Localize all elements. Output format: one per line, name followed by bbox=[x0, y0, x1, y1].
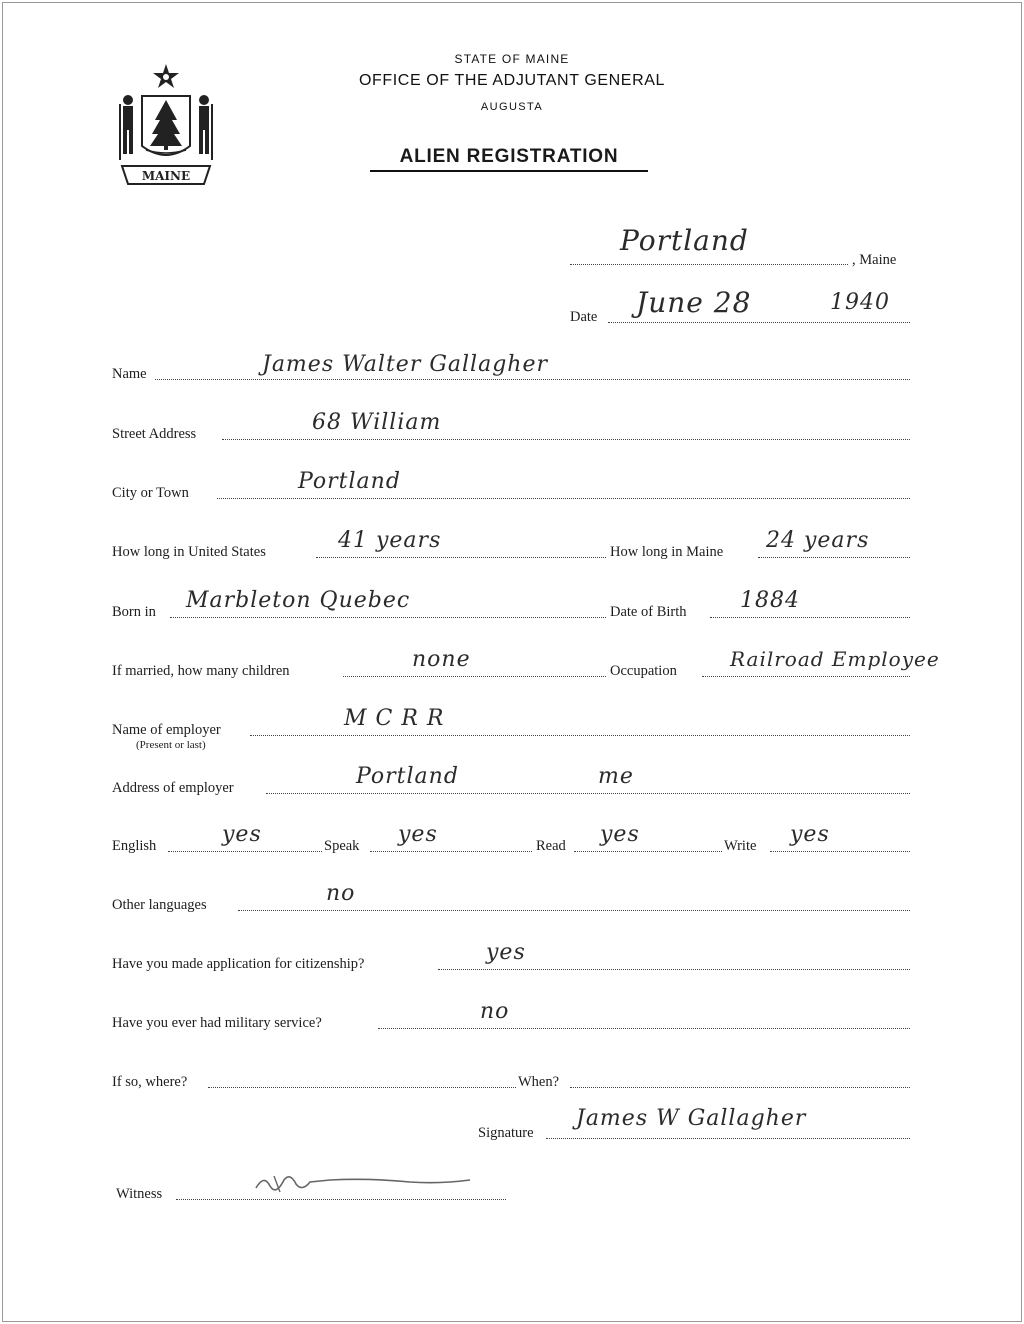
read-value[interactable]: yes bbox=[600, 822, 640, 847]
street-address-value[interactable]: 68 William bbox=[312, 410, 442, 435]
how-long-maine-value[interactable]: 24 years bbox=[766, 528, 870, 553]
when-label: When? bbox=[518, 1074, 560, 1090]
other-languages-line bbox=[238, 910, 910, 911]
employer-address-line bbox=[266, 793, 910, 794]
place-value[interactable]: Portland bbox=[620, 224, 749, 257]
occupation-value[interactable]: Railroad Employee bbox=[730, 647, 940, 671]
employer-address-state[interactable]: me bbox=[598, 764, 634, 789]
children-label: If married, how many children bbox=[112, 663, 290, 679]
signature-label: Signature bbox=[478, 1125, 534, 1141]
city-label: City or Town bbox=[112, 485, 189, 501]
occupation-line bbox=[702, 676, 910, 677]
speak-value[interactable]: yes bbox=[398, 822, 438, 847]
date-of-birth-label: Date of Birth bbox=[610, 604, 687, 620]
military-label: Have you ever had military service? bbox=[112, 1015, 322, 1031]
write-value[interactable]: yes bbox=[790, 822, 830, 847]
english-label: English bbox=[112, 838, 157, 854]
children-line bbox=[343, 676, 606, 677]
write-label: Write bbox=[724, 838, 757, 854]
read-line bbox=[574, 851, 722, 852]
read-label: Read bbox=[536, 838, 566, 854]
where-line bbox=[208, 1087, 516, 1088]
how-long-maine-label: How long in Maine bbox=[610, 544, 724, 560]
street-address-label: Street Address bbox=[112, 426, 197, 442]
employer-name-label: Name of employer bbox=[112, 722, 221, 738]
place-line bbox=[570, 264, 848, 265]
witness-initials-scribble[interactable] bbox=[250, 1168, 480, 1198]
born-in-value[interactable]: Marbleton Quebec bbox=[186, 588, 411, 613]
how-long-maine-line bbox=[758, 557, 910, 558]
street-address-line bbox=[222, 439, 910, 440]
employer-name-line bbox=[250, 735, 910, 736]
signature-value[interactable]: James W Gallagher bbox=[576, 1106, 807, 1131]
english-value[interactable]: yes bbox=[222, 822, 262, 847]
military-value[interactable]: no bbox=[480, 999, 510, 1024]
header-city: AUGUSTA bbox=[480, 101, 544, 113]
where-label: If so, where? bbox=[112, 1074, 188, 1090]
how-long-us-line bbox=[316, 557, 606, 558]
write-line bbox=[770, 851, 910, 852]
citizenship-label: Have you made application for citizenship? bbox=[112, 956, 365, 972]
seal-text: MAINE bbox=[141, 169, 191, 183]
city-line bbox=[217, 498, 910, 499]
date-year[interactable]: 1940 bbox=[830, 290, 890, 315]
occupation-label: Occupation bbox=[610, 663, 677, 679]
children-value[interactable]: none bbox=[412, 647, 471, 672]
how-long-us-value[interactable]: 41 years bbox=[338, 528, 442, 553]
witness-label: Witness bbox=[116, 1186, 163, 1202]
employer-address-label: Address of employer bbox=[112, 780, 234, 796]
header-state: STATE OF MAINE bbox=[454, 52, 570, 66]
date-of-birth-line bbox=[710, 617, 910, 618]
signature-line bbox=[546, 1138, 910, 1139]
name-label: Name bbox=[112, 366, 147, 382]
born-in-label: Born in bbox=[112, 604, 156, 620]
other-languages-value[interactable]: no bbox=[326, 881, 356, 906]
employer-address-value[interactable]: Portland bbox=[356, 764, 459, 789]
employer-name-value[interactable]: M C R R bbox=[344, 706, 445, 731]
when-line bbox=[570, 1087, 910, 1088]
born-in-line bbox=[170, 617, 606, 618]
name-value[interactable]: James Walter Gallagher bbox=[262, 352, 548, 377]
form-title: ALIEN REGISTRATION bbox=[370, 146, 648, 172]
english-line bbox=[168, 851, 322, 852]
witness-line bbox=[176, 1199, 506, 1200]
header-office: OFFICE OF THE ADJUTANT GENERAL bbox=[358, 72, 666, 89]
date-line bbox=[608, 322, 910, 323]
name-line bbox=[155, 379, 910, 380]
how-long-us-label: How long in United States bbox=[112, 544, 266, 560]
employer-name-sublabel: (Present or last) bbox=[136, 739, 206, 751]
other-languages-label: Other languages bbox=[112, 897, 207, 913]
city-value[interactable]: Portland bbox=[298, 469, 401, 494]
place-suffix: , Maine bbox=[852, 252, 897, 268]
date-value[interactable]: June 28 bbox=[636, 286, 752, 319]
speak-line bbox=[370, 851, 532, 852]
date-label: Date bbox=[570, 309, 598, 325]
citizenship-value[interactable]: yes bbox=[486, 940, 526, 965]
speak-label: Speak bbox=[324, 838, 360, 854]
date-of-birth-value[interactable]: 1884 bbox=[740, 588, 800, 613]
military-line bbox=[378, 1028, 910, 1029]
citizenship-line bbox=[438, 969, 910, 970]
